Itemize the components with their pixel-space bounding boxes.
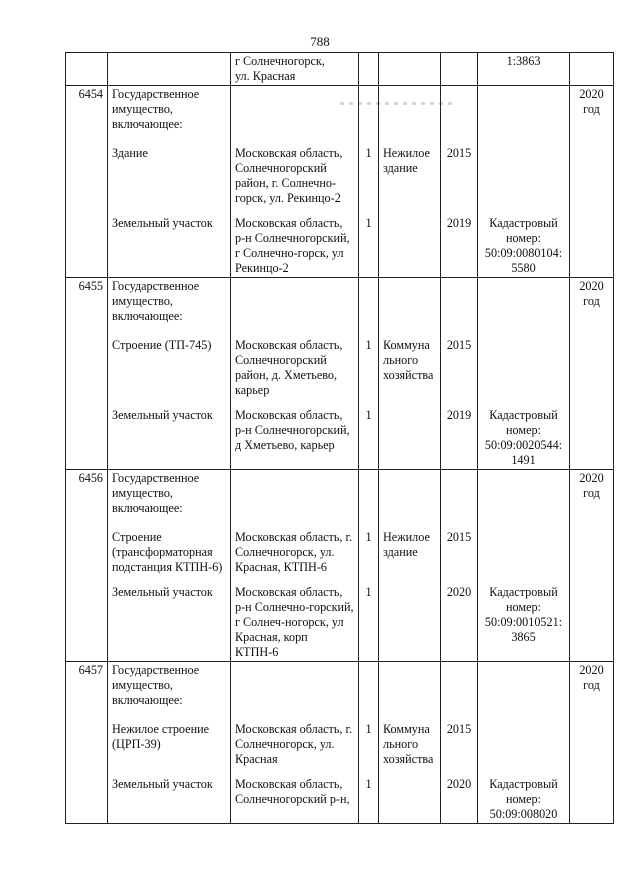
item-cadastral: Кадастровый номер: 50:09:0010521:3865 (484, 585, 563, 644)
property-registry-table (65, 52, 614, 824)
group-header-row (66, 86, 614, 134)
address-cell (231, 215, 359, 278)
date-cell (570, 133, 614, 145)
date-cell (570, 145, 614, 207)
item-row (66, 337, 614, 399)
type-cell (379, 325, 441, 337)
item-spacer-row (66, 576, 614, 584)
quantity-cell (359, 776, 379, 824)
item-cadastral: Кадастровый номер: 50:09:0020544:1491 (484, 408, 563, 467)
item-address: Московская область, Солнечногорский район, д. Хметьево, карьер (235, 338, 343, 397)
year-cell (441, 721, 478, 768)
year-cell (441, 576, 478, 584)
quantity-cell (359, 768, 379, 776)
row-number-cell (66, 662, 108, 710)
cadastral-cell (478, 529, 570, 576)
type-cell (379, 86, 441, 134)
quantity-cell (359, 215, 379, 278)
name-cell (108, 576, 231, 584)
row-number-cell (66, 721, 108, 768)
item-year: 2015 (446, 722, 472, 736)
item-type: Коммунального хозяйства (383, 722, 434, 766)
name-cell (108, 133, 231, 145)
row-number-cell (66, 517, 108, 529)
address-cell (231, 337, 359, 399)
quantity-cell (359, 133, 379, 145)
date-cell (570, 584, 614, 662)
date-cell (570, 529, 614, 576)
address-cell (231, 325, 359, 337)
year-cell (441, 768, 478, 776)
date-cell (570, 709, 614, 721)
date-cell (570, 768, 614, 776)
type-cell (379, 53, 441, 86)
row-number-cell (66, 337, 108, 399)
group-spacer-row (66, 133, 614, 145)
row-number-cell (66, 399, 108, 407)
address-cell (231, 576, 359, 584)
row-number-cell (66, 145, 108, 207)
address-cell (231, 278, 359, 326)
date-cell (570, 325, 614, 337)
cadastral-cell (478, 337, 570, 399)
item-row (66, 215, 614, 278)
quantity-cell (359, 470, 379, 518)
item-spacer-row (66, 768, 614, 776)
row-number-cell (66, 86, 108, 134)
row-number-cell (66, 53, 108, 86)
date-cell (570, 207, 614, 215)
item-row (66, 529, 614, 576)
address-cell (231, 709, 359, 721)
type-cell (379, 768, 441, 776)
year-cell (441, 709, 478, 721)
item-type: Коммунального хозяйства (383, 338, 434, 382)
type-cell (379, 407, 441, 470)
item-address: Московская область, г. Солнечногорск, ул. Красная, КТПН-6 (235, 530, 353, 574)
continuation-cadastral: 1:3863 (506, 54, 541, 68)
group-spacer-row (66, 325, 614, 337)
cadastral-cell (478, 517, 570, 529)
continuation-address-line-2: ул. Красная (235, 69, 296, 83)
type-cell (379, 133, 441, 145)
address-cell (231, 584, 359, 662)
type-cell (379, 529, 441, 576)
name-cell (108, 768, 231, 776)
address-cell (231, 86, 359, 134)
name-cell (108, 776, 231, 824)
record-number: 6456 (78, 471, 103, 485)
year-cell (441, 776, 478, 824)
group-header-row (66, 470, 614, 518)
name-cell (108, 529, 231, 576)
date-cell (570, 86, 614, 134)
cadastral-cell (478, 662, 570, 710)
item-row (66, 776, 614, 824)
name-cell (108, 662, 231, 710)
item-row (66, 407, 614, 470)
date-cell (570, 337, 614, 399)
address-cell (231, 529, 359, 576)
quantity-cell (359, 709, 379, 721)
record-date: 2020 год (579, 87, 604, 116)
item-type: Нежилое здание (383, 530, 430, 559)
row-number-cell (66, 768, 108, 776)
year-cell (441, 215, 478, 278)
address-cell (231, 517, 359, 529)
name-cell (108, 584, 231, 662)
year-cell (441, 399, 478, 407)
date-cell (570, 470, 614, 518)
cadastral-cell (478, 133, 570, 145)
quantity-cell (359, 576, 379, 584)
item-quantity: 1 (365, 585, 372, 599)
item-year: 2020 (446, 585, 472, 599)
item-address: Московская область, Солнечногорский район, г. Солнечно-горск, ул. Рекинцо-2 (235, 146, 343, 205)
year-cell (441, 86, 478, 134)
row-number-cell (66, 576, 108, 584)
row-number-cell (66, 207, 108, 215)
type-cell (379, 517, 441, 529)
year-cell (441, 278, 478, 326)
row-number-cell (66, 709, 108, 721)
item-quantity: 1 (365, 777, 372, 791)
date-cell (570, 576, 614, 584)
year-cell (441, 662, 478, 710)
cadastral-cell (478, 215, 570, 278)
item-year: 2015 (446, 146, 472, 160)
group-spacer-row (66, 517, 614, 529)
item-quantity: 1 (365, 146, 372, 160)
quantity-cell (359, 399, 379, 407)
item-name: Земельный участок (112, 777, 213, 791)
item-name: Строение (трансформаторная подстанция КТПН-6) (112, 530, 223, 574)
name-cell (108, 53, 231, 86)
date-cell (570, 776, 614, 824)
name-cell (108, 207, 231, 215)
address-cell (231, 662, 359, 710)
row-number-cell (66, 470, 108, 518)
quantity-cell (359, 278, 379, 326)
continuation-row (66, 53, 614, 86)
address-cell (231, 721, 359, 768)
quantity-cell (359, 145, 379, 207)
item-name: Строение (ТП-745) (112, 338, 212, 352)
address-cell (231, 399, 359, 407)
item-address: Московская область, р-н Солнечногорский, г Солнечно-горск, ул Рекинцо-2 (235, 216, 350, 275)
year-cell (441, 529, 478, 576)
group-header-row (66, 278, 614, 326)
cadastral-cell (478, 325, 570, 337)
page-number: 788 (310, 34, 330, 49)
record-number: 6455 (78, 279, 103, 293)
cadastral-cell (478, 399, 570, 407)
name-cell (108, 145, 231, 207)
cadastral-cell (478, 86, 570, 134)
record-number: 6454 (78, 87, 103, 101)
type-cell (379, 337, 441, 399)
address-cell (231, 133, 359, 145)
type-cell (379, 399, 441, 407)
cadastral-cell (478, 407, 570, 470)
type-cell (379, 576, 441, 584)
year-cell (441, 584, 478, 662)
year-cell (441, 337, 478, 399)
item-quantity: 1 (365, 408, 372, 422)
record-date: 2020 год (579, 279, 604, 308)
item-quantity: 1 (365, 338, 372, 352)
item-row (66, 584, 614, 662)
date-cell (570, 278, 614, 326)
name-cell (108, 407, 231, 470)
row-number-cell (66, 325, 108, 337)
year-cell (441, 145, 478, 207)
item-type: Нежилое здание (383, 146, 430, 175)
quantity-cell (359, 86, 379, 134)
name-cell (108, 337, 231, 399)
quantity-cell (359, 529, 379, 576)
cadastral-cell (478, 709, 570, 721)
name-cell (108, 86, 231, 134)
item-name: Нежилое строение (ЦРП-39) (112, 722, 210, 751)
type-cell (379, 709, 441, 721)
name-cell (108, 215, 231, 278)
year-cell (441, 407, 478, 470)
item-name: Земельный участок (112, 585, 213, 599)
quantity-cell (359, 517, 379, 529)
date-cell (570, 53, 614, 86)
item-quantity: 1 (365, 530, 372, 544)
item-name: Здание (112, 146, 148, 160)
date-cell (570, 399, 614, 407)
cadastral-cell (478, 776, 570, 824)
address-cell (231, 768, 359, 776)
type-cell (379, 145, 441, 207)
group-header-row (66, 662, 614, 710)
year-cell (441, 133, 478, 145)
row-number-cell (66, 584, 108, 662)
quantity-cell (359, 407, 379, 470)
item-row (66, 145, 614, 207)
type-cell (379, 584, 441, 662)
type-cell (379, 776, 441, 824)
row-number-cell (66, 278, 108, 326)
date-cell (570, 215, 614, 278)
record-title: Государственное имущество, включающее: (112, 279, 200, 323)
name-cell (108, 470, 231, 518)
year-cell (441, 470, 478, 518)
record-title: Государственное имущество, включающее: (112, 87, 200, 131)
row-number-cell (66, 529, 108, 576)
continuation-address-line-1: г Солнечногорск, (235, 54, 325, 68)
item-year: 2015 (446, 338, 472, 352)
cadastral-cell (478, 576, 570, 584)
address-cell (231, 407, 359, 470)
name-cell (108, 721, 231, 768)
date-cell (570, 517, 614, 529)
row-number-cell (66, 215, 108, 278)
address-cell (231, 145, 359, 207)
type-cell (379, 215, 441, 278)
item-spacer-row (66, 207, 614, 215)
quantity-cell (359, 207, 379, 215)
group-spacer-row (66, 709, 614, 721)
type-cell (379, 278, 441, 326)
record-title: Государственное имущество, включающее: (112, 471, 200, 515)
quantity-cell (359, 53, 379, 86)
cadastral-cell (478, 278, 570, 326)
name-cell (108, 325, 231, 337)
item-year: 2019 (446, 216, 472, 230)
item-year: 2019 (446, 408, 472, 422)
cadastral-cell (478, 145, 570, 207)
year-cell (441, 53, 478, 86)
item-name: Земельный участок (112, 408, 213, 422)
date-cell (570, 407, 614, 470)
type-cell (379, 207, 441, 215)
row-number-cell (66, 776, 108, 824)
record-title: Государственное имущество, включающее: (112, 663, 200, 707)
name-cell (108, 399, 231, 407)
item-year: 2015 (446, 530, 472, 544)
cadastral-cell (478, 721, 570, 768)
address-cell (231, 53, 359, 86)
item-cadastral: Кадастровый номер: 50:09:0080104:5580 (484, 216, 563, 275)
record-number: 6457 (78, 663, 103, 677)
type-cell (379, 721, 441, 768)
cadastral-cell (478, 53, 570, 86)
quantity-cell (359, 584, 379, 662)
name-cell (108, 709, 231, 721)
date-cell (570, 662, 614, 710)
item-address: Московская область, р-н Солнечно-горский, г Солнеч-ногорск, ул Красная, корп КТПН-6 (235, 585, 354, 659)
year-cell (441, 325, 478, 337)
row-number-cell (66, 133, 108, 145)
cadastral-cell (478, 768, 570, 776)
type-cell (379, 662, 441, 710)
record-date: 2020 год (579, 663, 604, 692)
year-cell (441, 207, 478, 215)
address-cell (231, 776, 359, 824)
quantity-cell (359, 721, 379, 768)
item-address: Московская область, р-н Солнечногорский, д Хметьево, карьер (235, 408, 350, 452)
cadastral-cell (478, 584, 570, 662)
quantity-cell (359, 325, 379, 337)
item-quantity: 1 (365, 216, 372, 230)
date-cell (570, 721, 614, 768)
item-cadastral: Кадастровый номер: 50:09:008020 (489, 777, 558, 821)
name-cell (108, 517, 231, 529)
cadastral-cell (478, 207, 570, 215)
type-cell (379, 470, 441, 518)
address-cell (231, 207, 359, 215)
name-cell (108, 278, 231, 326)
item-row (66, 721, 614, 768)
quantity-cell (359, 662, 379, 710)
cadastral-cell (478, 470, 570, 518)
item-address: Московская область, г. Солнечногорск, ул. Красная (235, 722, 353, 766)
item-address: Московская область, Солнечногорский р-н, (235, 777, 350, 806)
item-spacer-row (66, 399, 614, 407)
item-year: 2020 (446, 777, 472, 791)
address-cell (231, 470, 359, 518)
item-name: Земельный участок (112, 216, 213, 230)
registry-sheet (65, 52, 613, 824)
quantity-cell (359, 337, 379, 399)
row-number-cell (66, 407, 108, 470)
item-quantity: 1 (365, 722, 372, 736)
record-date: 2020 год (579, 471, 604, 500)
year-cell (441, 517, 478, 529)
